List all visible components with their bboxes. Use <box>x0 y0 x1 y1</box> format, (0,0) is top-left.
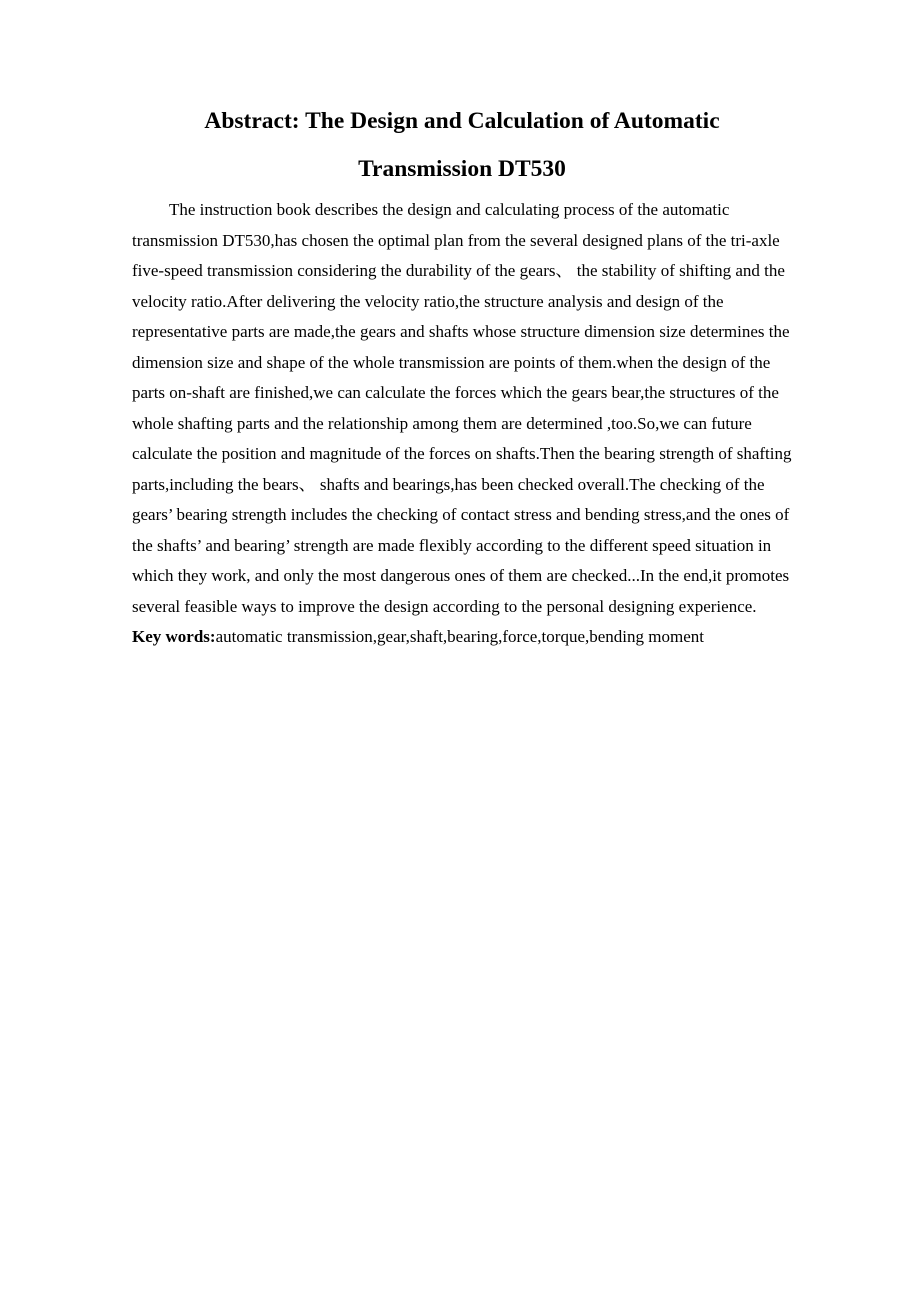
abstract-section <box>132 97 792 653</box>
keywords-list: automatic transmission,gear,shaft,bearing,force,torque,bending moment <box>215 627 704 646</box>
keywords-label: Key words: <box>132 627 216 646</box>
abstract-title <box>132 97 792 193</box>
abstract-title-line-2: Transmission DT530 <box>358 156 566 182</box>
keywords-line <box>132 622 792 653</box>
abstract-body: The instruction book describes the design and calculating process of the automatic transmission DT530,has chosen the optimal plan from the several designed plans of the tri-axle five-speed transmission considering the durability of the gears、 the stability of shifting and the velocity ratio.After delivering the velocity ratio,the structure analysis and design of the representative parts are made,the gears and shafts whose structure dimension size determines the dimension size and shape of the whole transmission are points of them.when the design of the parts on-shaft are finished,we can calculate the forces which the gears bear,the structures of the whole shafting parts and the relationship among them are determined ,too.So,we can future calculate the position and magnitude of the forces on shafts.Then the bearing strength of shafting parts,including the bears、 shafts and bearings,has been checked overall.The checking of the gears’ bearing strength includes the checking of contact stress and bending stress,and the ones of the shafts’ and bearing’ strength are made flexibly according to the different speed situation in which they work, and only the most dangerous ones of them are checked...In the end,it promotes several feasible ways to improve the design according to the personal designing experience. <box>132 200 792 616</box>
abstract-title-line-1: Abstract: The Design and Calculation of Automatic <box>204 108 720 134</box>
